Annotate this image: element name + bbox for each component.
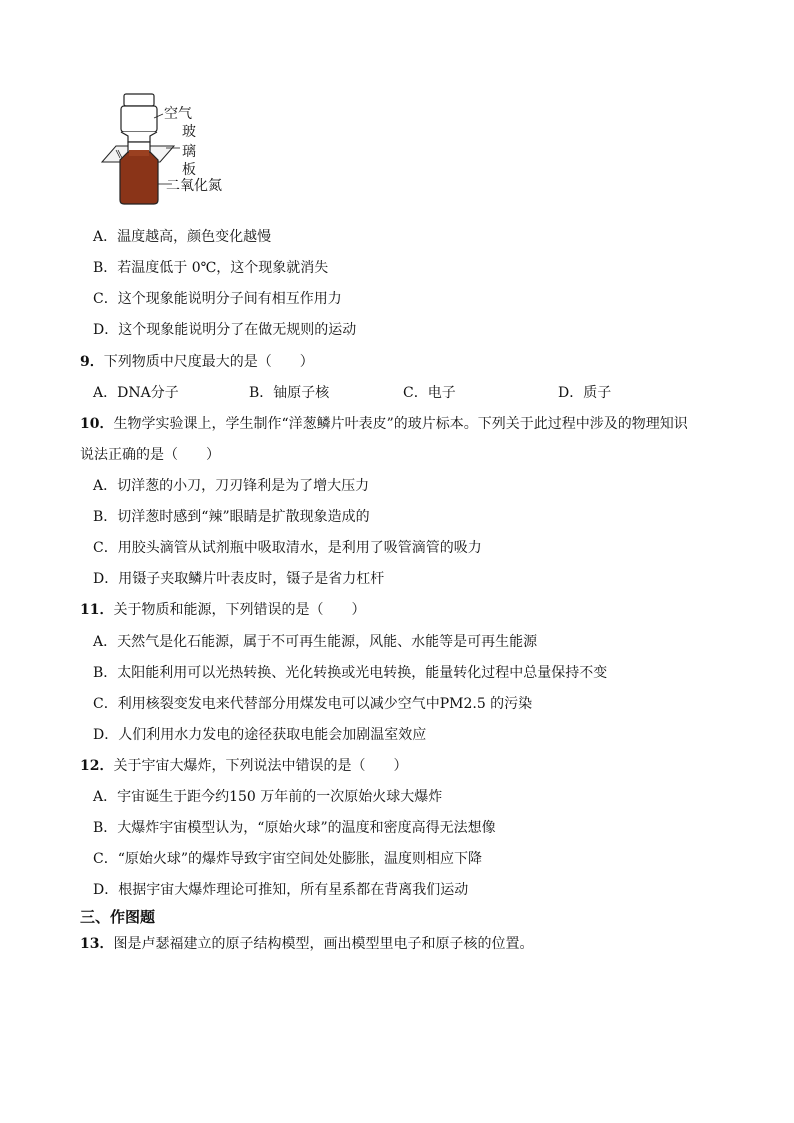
q9-stem: [80, 352, 314, 372]
q10-option-a: A．切洋葱的小刀，刀刃锋利是为了增大压力: [93, 478, 370, 494]
q12-number: 12．: [80, 758, 114, 774]
q12-option-b: B．大爆炸宇宙模型认为，“原始火球”的温度和密度高得无法想像: [93, 820, 496, 836]
q11-text: 关于物质和能源，下列错误的是（ ）: [113, 602, 366, 618]
q10-number: 10．: [80, 416, 114, 432]
q8-option-c: C．这个现象能说明分子间有相互作用力: [93, 291, 342, 307]
q11-option-d: D．人们利用水力发电的途径获取电能会加剧温室效应: [93, 727, 427, 743]
q8-option-b: B．若温度低于 0℃，这个现象就消失: [93, 260, 329, 276]
label-glass-1: 玻: [182, 124, 196, 140]
q13-text: 图是卢瑟福建立的原子结构模型，画出模型里电子和原子核的位置。: [113, 936, 534, 952]
q13-stem: [80, 934, 533, 954]
q11-number: 11．: [80, 602, 114, 618]
q9-option-d: D．质子: [558, 385, 612, 401]
q11-option-c: C．利用核裂变发电来代替部分用煤发电可以减少空气中PM2.5 的污染: [93, 696, 533, 712]
q12-option-c: C．“原始火球”的爆炸导致宇宙空间处处膨胀，温度则相应下降: [93, 851, 483, 867]
q11-option-a: A．天然气是化石能源，属于不可再生能源，风能、水能等是可再生能源: [93, 634, 538, 650]
q11-option-b: B．太阳能利用可以光热转换、光化转换或光电转换，能量转化过程中总量保持不变: [93, 665, 608, 681]
q10-option-c: C．用胶头滴管从试剂瓶中吸取清水，是利用了吸管滴管的吸力: [93, 540, 482, 556]
q12-text: 关于宇宙大爆炸，下列说法中错误的是（ ）: [113, 758, 408, 774]
label-air: 空气: [164, 106, 192, 122]
q9-text: 下列物质中尺度最大的是（ ）: [103, 354, 314, 370]
label-glass-2: 璃: [182, 144, 196, 160]
label-glass-3: 板: [182, 162, 196, 178]
q12-option-d: D．根据宇宙大爆炸理论可推知，所有星系都在背离我们运动: [93, 882, 469, 898]
q9-option-c: C．电子: [403, 385, 456, 401]
q8-option-a: A．温度越高，颜色变化越慢: [93, 229, 272, 245]
q10-text-line2: 说法正确的是（ ）: [80, 447, 220, 463]
q8-option-d: D．这个现象能说明分了在做无规则的运动: [93, 322, 357, 338]
label-no2: 二氧化氮: [166, 178, 222, 194]
q9-number: 9．: [80, 354, 104, 370]
q12-option-a: A．宇宙诞生于距今约150 万年前的一次原始火球大爆炸: [93, 789, 443, 805]
q10-option-b: B．切洋葱时感到“辣”眼睛是扩散现象造成的: [93, 509, 370, 525]
diffusion-experiment-figure: [96, 92, 246, 210]
q13-number: 13．: [80, 936, 114, 952]
q11-stem: [80, 600, 365, 620]
q9-options: [93, 383, 653, 403]
section-title: 三、作图题: [80, 908, 156, 926]
q10-option-d: D．用镊子夹取鳞片叶表皮时，镊子是省力杠杆: [93, 571, 385, 587]
q12-stem: [80, 756, 407, 776]
q9-option-b: B．铀原子核: [249, 385, 330, 401]
q10-text-line1: 生物学实验课上，学生制作“洋葱鳞片叶表皮”的玻片标本。下列关于此过程中涉及的物理知识: [113, 416, 688, 432]
q10-stem: [80, 414, 688, 434]
q9-option-a: A．DNA分子: [93, 385, 179, 401]
